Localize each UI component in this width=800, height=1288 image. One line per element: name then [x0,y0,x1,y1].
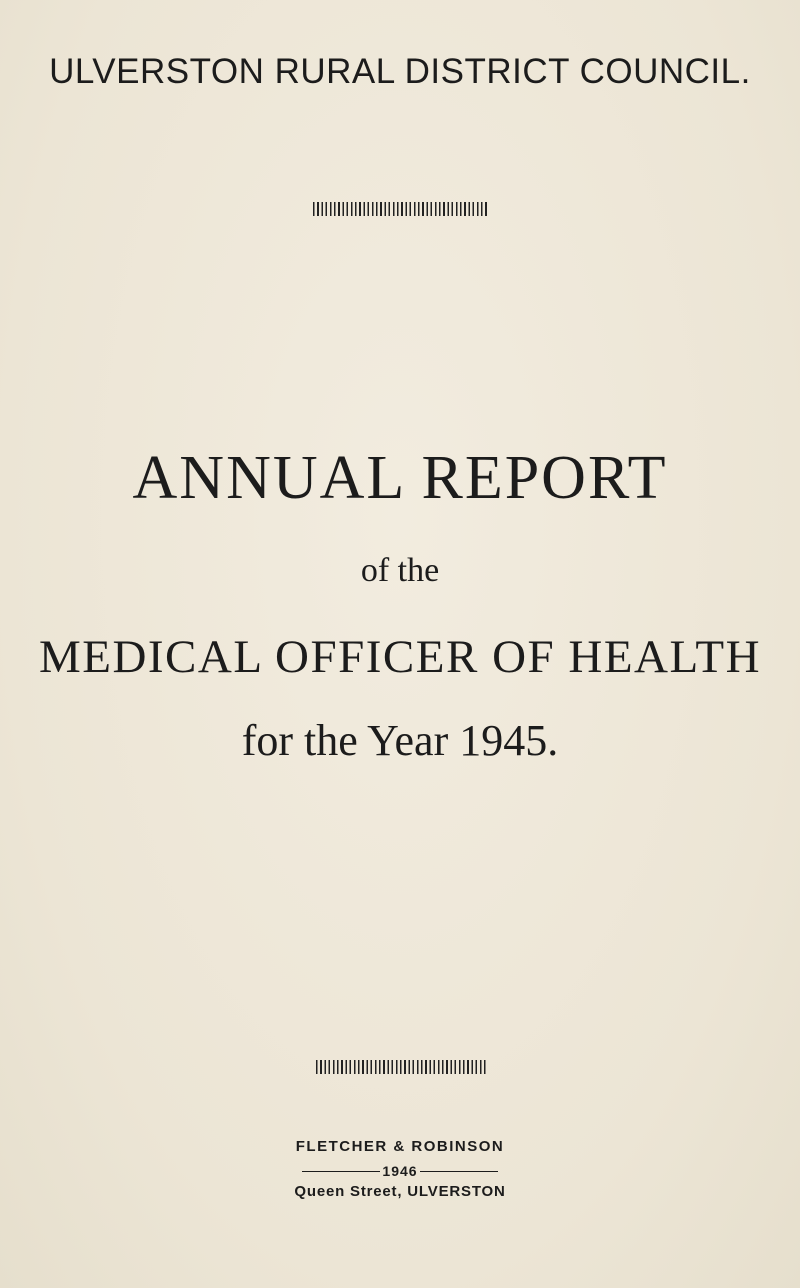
of-the-line: of the [360,552,440,589]
report-title: ANNUAL REPORT [132,444,668,512]
top-decorative-rule [313,202,487,216]
council-heading: ULVERSTON RURAL DISTRICT COUNCIL. [49,52,751,91]
printer-name: FLETCHER & ROBINSON [295,1138,505,1155]
printer-address: Queen Street, ULVERSTON [294,1183,506,1200]
printer-year: 1946 [382,1163,418,1179]
report-subject: MEDICAL OFFICER OF HEALTH [38,631,762,683]
printer-year-row [0,1163,800,1179]
left-dash [302,1171,380,1172]
report-period: for the Year 1945. [241,716,559,765]
bottom-decorative-rule [316,1060,486,1074]
right-dash [420,1171,498,1172]
